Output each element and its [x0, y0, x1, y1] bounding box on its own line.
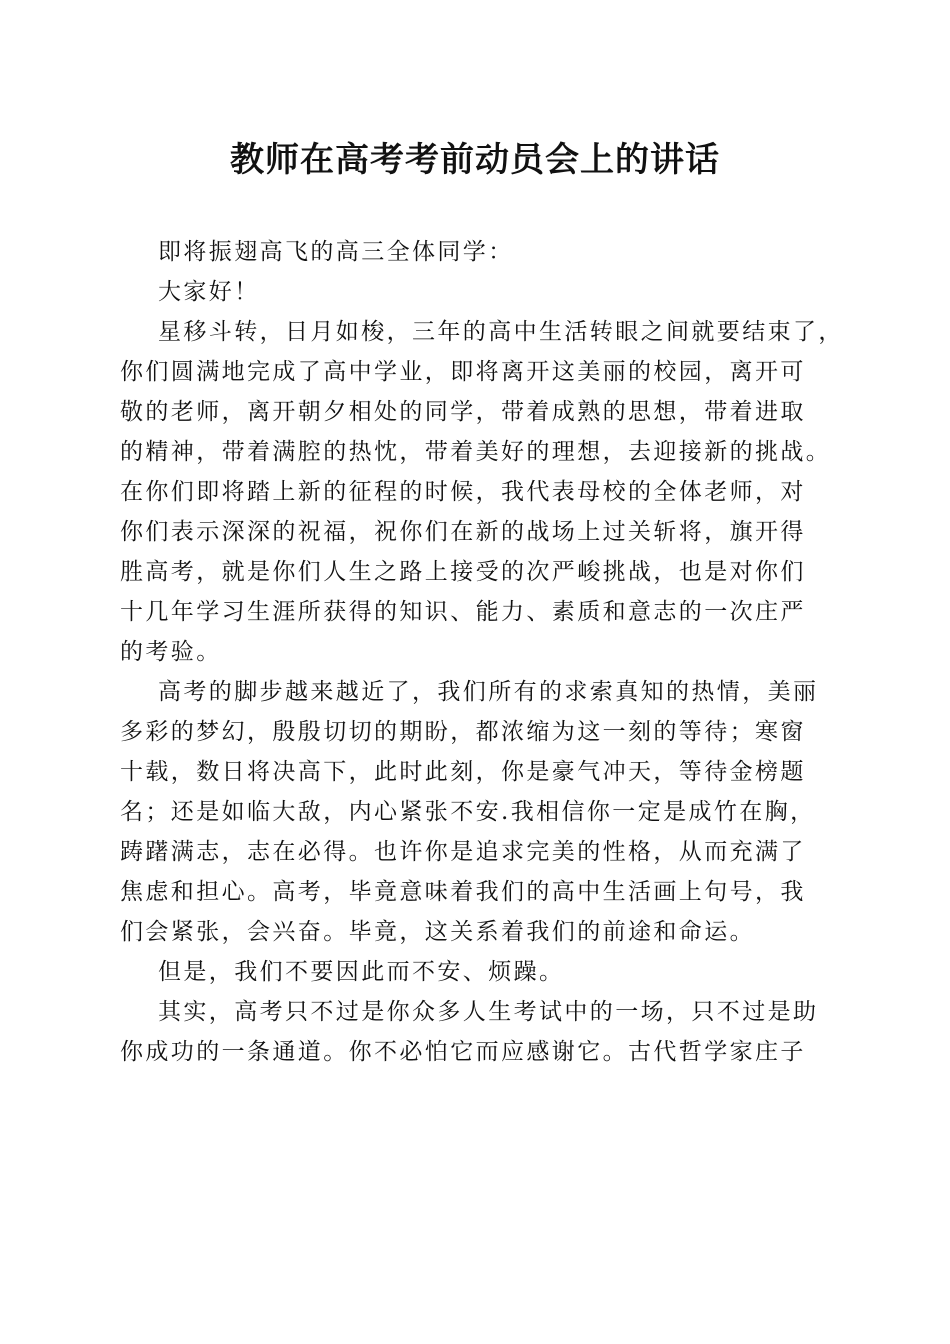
text-line: 十几年学习生涯所获得的知识、能力、素质和意志的一次庄严	[120, 599, 806, 625]
text-line: 但是，我们不要因此而不安、烦躁。	[158, 959, 565, 985]
text-line: 你们圆满地完成了高中学业，即将离开这美丽的校园，离开可	[120, 359, 806, 385]
text-line: 的精神，带着满腔的热忱，带着美好的理想，去迎接新的挑战。	[120, 439, 832, 465]
text-line: 在你们即将踏上新的征程的时候，我代表母校的全体老师，对	[120, 479, 806, 505]
text-line: 的考验。	[120, 639, 222, 665]
speech-body	[120, 232, 845, 1072]
text-line: 焦虑和担心。高考，毕竟意味着我们的高中生活画上句号，我	[120, 879, 806, 905]
text-line: 名；还是如临大敌，内心紧张不安.我相信你一定是成竹在胸，	[120, 799, 816, 825]
text-line: 敬的老师，离开朝夕相处的同学，带着成熟的思想，带着进取	[120, 399, 806, 425]
text-line: 踌躇满志，志在必得。也许你是追求完美的性格，从而充满了	[120, 839, 806, 865]
text-line: 们会紧张，会兴奋。毕竟，这关系着我们的前途和命运。	[120, 919, 755, 945]
text-line: 十载，数日将决高下，此时此刻，你是豪气冲天，等待金榜题	[120, 759, 806, 785]
text-line: 你们表示深深的祝福，祝你们在新的战场上过关斩将，旗开得	[120, 519, 806, 545]
text-line: 其实，高考只不过是你众多人生考试中的一场，只不过是助	[158, 999, 819, 1025]
text-line: 星移斗转，日月如梭，三年的高中生活转眼之间就要结束了，	[158, 319, 844, 345]
text-line: 胜高考，就是你们人生之路上接受的次严峻挑战，也是对你们	[120, 559, 806, 585]
text-line: 你成功的一条通道。你不必怕它而应感谢它。古代哲学家庄子	[120, 1039, 806, 1065]
text-line: 即将振翅高飞的高三全体同学：	[158, 239, 514, 265]
text-line: 大家好！	[158, 279, 260, 305]
text-line: 高考的脚步越来越近了，我们所有的求索真知的热情，美丽	[158, 679, 819, 705]
text-line: 多彩的梦幻，殷殷切切的期盼，都浓缩为这一刻的等待；寒窗	[120, 719, 806, 745]
document-title: 教师在高考考前动员会上的讲话	[230, 140, 720, 180]
